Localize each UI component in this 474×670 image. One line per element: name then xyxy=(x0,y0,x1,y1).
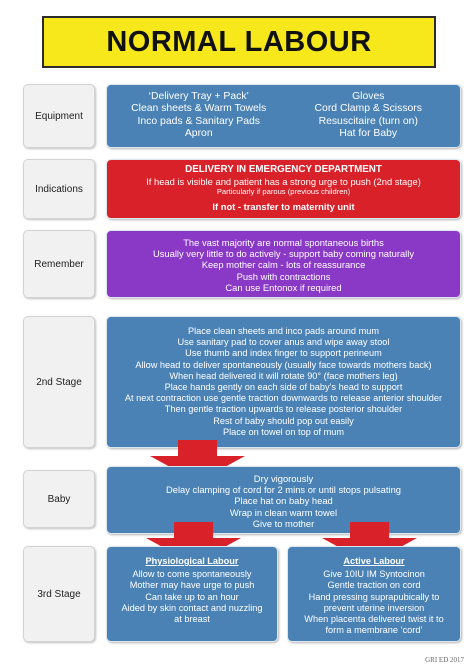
baby-step: Give to mother xyxy=(252,517,315,529)
equipment-item: Cord Clamp & Scissors xyxy=(314,103,422,115)
equipment-item: Apron xyxy=(184,128,213,140)
physiological-step: Allow to come spontaneously xyxy=(132,569,252,580)
active-step: When placenta delivered twist it to xyxy=(304,614,444,625)
equipment-list xyxy=(119,91,448,141)
active-labour-box xyxy=(287,546,461,642)
second-stage-step: Place hands gently on each side of baby’s head to support xyxy=(164,382,403,393)
footer-credit: GRI ED 2017 xyxy=(425,656,464,664)
active-step: form a membrane ‘cord’ xyxy=(325,625,423,636)
physiological-step: Can take up to an hour xyxy=(145,591,239,602)
section-label-equipment: Equipment xyxy=(23,84,95,148)
equipment-item: Inco pads & Sanitary Pads xyxy=(137,115,260,127)
remember-box xyxy=(106,230,461,298)
remember-item: The vast majority are normal spontaneous births xyxy=(183,237,384,248)
second-stage-box xyxy=(106,316,461,448)
second-stage-step: Use thumb and index finger to support perineum xyxy=(185,348,382,359)
equipment-item: Hat for Baby xyxy=(339,128,398,140)
indications-box xyxy=(106,159,461,219)
baby-list xyxy=(111,473,456,529)
baby-step: Delay clamping of cord for 2 mins or until stops pulsating xyxy=(165,484,401,496)
equipment-item: Clean sheets & Warm Towels xyxy=(131,103,267,115)
second-stage-list xyxy=(111,326,456,438)
second-stage-step: When head delivered it will rotate 90° (face mothers leg) xyxy=(169,370,398,381)
equipment-item: Gloves xyxy=(352,91,385,102)
active-labour-list xyxy=(290,556,458,636)
indications-line: If not - transfer to maternity unit xyxy=(212,201,355,213)
active-step: prevent uterine inversion xyxy=(323,602,425,613)
physiological-labour-box xyxy=(106,546,278,642)
second-stage-step: Place clean sheets and inco pads around mum xyxy=(187,326,379,336)
section-label-indications: Indications xyxy=(23,159,95,219)
remember-list xyxy=(111,237,456,293)
baby-step: Place hat on baby head xyxy=(234,495,333,507)
remember-item: Usually very little to do actively - support baby coming naturally xyxy=(152,248,415,260)
remember-item: Keep mother calm - lots of reassurance xyxy=(201,259,366,271)
active-step: Give 10IU IM Syntocinon xyxy=(323,569,425,580)
active-step: Gentle traction on cord xyxy=(327,580,421,591)
second-stage-step: Allow head to deliver spontaneously (usually face towards mothers back) xyxy=(135,359,432,370)
equipment-item: ‘Delivery Tray + Pack’ xyxy=(148,91,249,102)
baby-step: Wrap in clean warm towel xyxy=(229,506,338,518)
page-title: NORMAL LABOUR xyxy=(42,16,436,68)
physiological-step: at breast xyxy=(174,614,210,625)
physiological-labour-list xyxy=(109,556,275,625)
indications-note: Particularly if parous (previous children) xyxy=(216,187,351,197)
second-stage-step: At next contraction use gentle traction downwards to release anterior shoulder xyxy=(124,393,443,404)
baby-step: Dry vigorously xyxy=(253,473,314,484)
physiological-labour-title: Physiological Labour xyxy=(145,556,239,566)
section-label-baby: Baby xyxy=(23,470,95,528)
physiological-step: Aided by skin contact and nuzzling xyxy=(121,602,263,613)
indications-heading: DELIVERY IN EMERGENCY DEPARTMENT xyxy=(185,164,382,175)
active-labour-title: Active Labour xyxy=(343,556,405,566)
active-step: Hand pressing suprapubically to xyxy=(308,591,440,602)
section-label-remember: Remember xyxy=(23,230,95,298)
second-stage-step: Place on towel on top of mum xyxy=(222,426,345,437)
remember-item: Push with contractions xyxy=(236,270,331,282)
second-stage-step: Rest of baby should pop out easily xyxy=(213,415,354,426)
remember-item: Can use Entonox if required xyxy=(225,281,342,293)
indications-text xyxy=(111,164,456,212)
equipment-item: Resuscitaire (turn on) xyxy=(318,115,418,127)
indications-line: If head is visible and patient has a strong urge to push (2nd stage) xyxy=(146,176,421,187)
equipment-box xyxy=(106,84,461,148)
section-label-3rd-stage: 3rd Stage xyxy=(23,546,95,642)
section-label-2nd-stage: 2nd Stage xyxy=(23,316,95,448)
physiological-step: Mother may have urge to push xyxy=(129,580,255,591)
second-stage-step: Use sanitary pad to cover anus and wipe away stool xyxy=(177,337,390,348)
second-stage-step: Then gentle traction upwards to release posterior shoulder xyxy=(164,404,403,415)
